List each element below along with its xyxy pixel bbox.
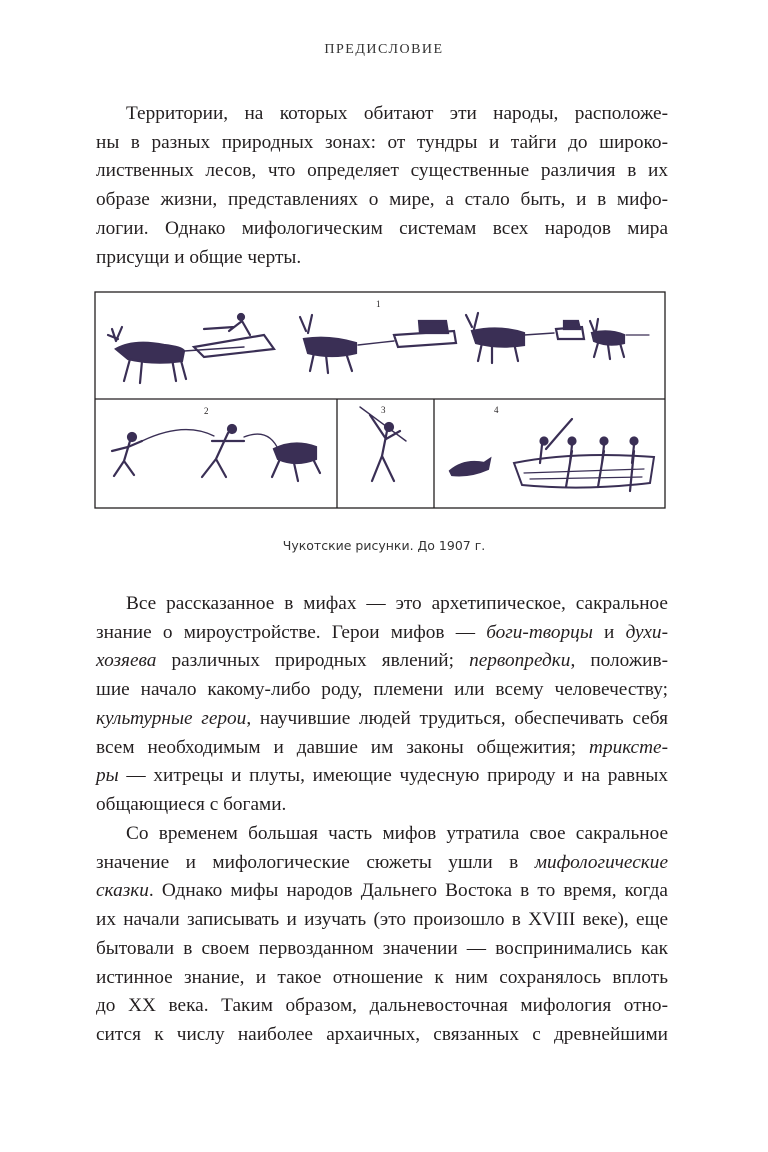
figure-caption: Чукотские рисунки. До 1907 г.	[282, 538, 486, 553]
text-run: — хитрецы и плуты, имеющие чудесную природу и на равных	[118, 765, 668, 787]
text-line: до XX века. Таким образом, дальневосточная мифология отно-	[96, 995, 668, 1017]
running-head: ПРЕДИСЛОВИЕ	[324, 42, 444, 57]
panel-number-2: 2	[204, 406, 209, 416]
text-line	[96, 705, 668, 734]
text-line: образе жизни, представлениях о мире, а стало быть, и в мифо-	[96, 189, 668, 211]
text-run: всем необходимым и давшие им законы общежития;	[96, 736, 590, 758]
panel-number-1: 1	[376, 299, 381, 309]
text-line: Территории, на которых обитают эти народы, расположе-	[126, 103, 668, 124]
text-line	[96, 849, 668, 878]
italic-term: боги-творцы	[486, 621, 593, 643]
italic-term: первопредки	[469, 650, 571, 672]
text-line: ны в разных природных зонах: от тундры и тайги до широко-	[96, 131, 668, 153]
text-line: сится к числу наиболее архаичных, связанных с древнейшими	[96, 1023, 668, 1045]
drawings-illustration	[94, 291, 666, 509]
panel-number-3: 3	[381, 405, 386, 415]
text-run: , научившие людей трудиться, обеспечивать себя	[246, 707, 668, 729]
text-run: знание о мироустройстве. Герои мифов —	[96, 621, 487, 643]
paragraph-2	[96, 590, 668, 820]
text-line	[96, 762, 668, 791]
text-line: истинное знание, и такое отношение к ним сохранялось вплоть	[96, 966, 668, 988]
text-line: их начали записывать и изучать (это произошло в XVIII веке), еще	[96, 909, 668, 931]
text-line: бытовали в своем первозданном значении — воспринимались как	[96, 937, 668, 959]
text-run: и	[592, 621, 626, 643]
text-line	[96, 619, 668, 648]
italic-term: духи-	[625, 621, 668, 643]
text-line: лиственных лесов, что определяет существенные различия в их	[96, 160, 668, 182]
italic-term: культурные герои	[96, 707, 247, 729]
text-line	[96, 647, 668, 676]
text-line: логии. Однако мифологическим системам всех народов мира	[96, 217, 668, 239]
text-line: шие начало какому-либо роду, племени или всему человечеству;	[96, 679, 668, 701]
italic-term: хозяева	[96, 650, 157, 672]
italic-term: трикстe-	[589, 736, 668, 758]
italic-term: мифологические	[534, 851, 668, 873]
paragraph-3	[96, 820, 668, 1050]
text-line	[96, 734, 668, 763]
text-run: . Однако мифы народов Дальнего Востока в то время, когда	[148, 880, 668, 902]
text-line: Все рассказанное в мифах — это архетипическое, сакральное	[126, 593, 668, 614]
text-run: значение и мифологические сюжеты ушли в	[96, 851, 535, 873]
panel-number-4: 4	[494, 405, 499, 415]
italic-term: сказки	[96, 880, 149, 902]
chukchi-drawings-figure	[94, 291, 666, 509]
italic-term: ры	[96, 765, 119, 787]
paragraph-1	[96, 100, 668, 272]
text-line: присущи и общие черты.	[96, 246, 302, 268]
text-line: общающиеся с богами.	[96, 793, 287, 815]
text-run: , положив-	[570, 650, 668, 672]
text-line	[96, 877, 668, 906]
text-line: Со временем большая часть мифов утратила свое сакральное	[126, 823, 668, 844]
text-run: различных природных явлений;	[156, 650, 470, 672]
